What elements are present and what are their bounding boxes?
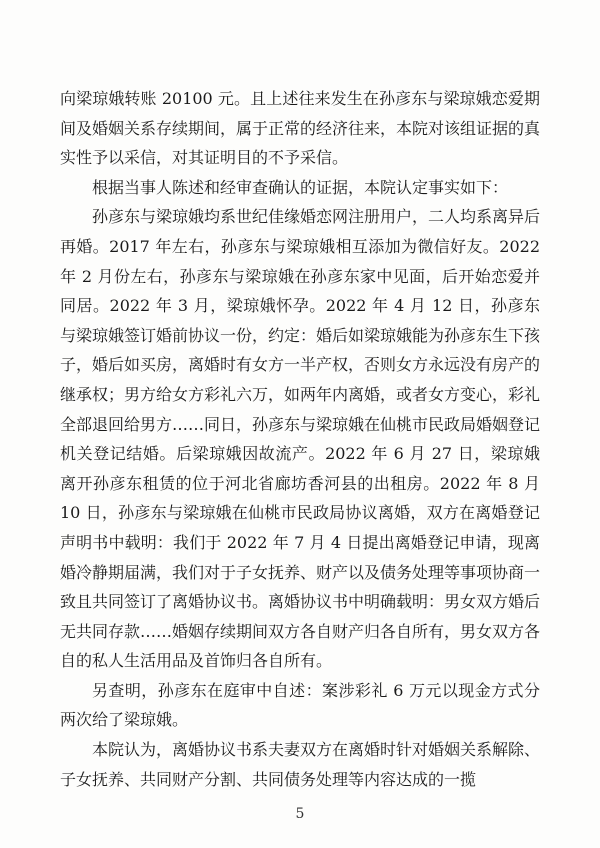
page-number: 5 [295, 806, 305, 822]
paragraph-evidence-conclusion: 向梁琼娥转账 20100 元。且上述往来发生在孙彦东与梁琼娥恋爱期间及婚姻关系存续期间，属于正常的经济往来，本院对该组证据的真实性予以采信，对其证明目的不予采信。 [60, 89, 541, 168]
paragraph-further-findings: 另查明，孙彦东在庭审中自述：案涉彩礼 6 万元以现金方式分两次给了梁琼娥。 [60, 680, 540, 730]
paragraph-facts-intro: 根据当事人陈述和经审查确认的证据，本院认定事实如下： [92, 177, 509, 197]
paragraph-facts: 孙彦东与梁琼娥均系世纪佳缘婚恋网注册用户，二人均系离异后再婚。2017 年左右，孙彦东与梁琼娥相互添加为微信好友。2022 年 2 月份左右，孙彦东与梁琼娥在孙彦东家中见面，后开始恋爱并同居。2022 年 3 月，梁琼娥怀孕。2022 年 4 月 12 日，孙彦东与梁琼娥签订婚前协议一份，约定：婚后如梁琼娥能为孙彦东生下孩子，婚后如买房，离婚时有女方一半产权，否则女方永远没有房产的继承权；男方给女方彩礼六万，如两年内离婚，或者女方变心，彩礼全部退回给男方……同日，孙彦东与梁琼娥在仙桃市民政局婚姻登记机关登记结婚。后梁琼娥因故流产。2022 年 6 月 27 日，梁琼娥离开孙彦东租赁的位于河北省廊坊香河县的出租房。2022 年 8 月 10 日，孙彦东与梁琼娥在仙桃市民政局协议离婚，双方在离婚登记声明书中载明：我们于 2022 年 7 月 4 日提出离婚登记申请，现离婚冷静期届满，我们对于子女抚养、财产以及债务处理等事项协商一致且共同签订了离婚协议书。离婚协议书中明确载明：男女双方婚后无共同存款……婚姻存续期间双方各自财产归各自所有，男女双方各自的私人生活用品及首饰归各自所有。 [60, 207, 541, 671]
document-body [60, 84, 540, 794]
paragraph-court-opinion: 本院认为，离婚协议书系夫妻双方在离婚时针对婚姻关系解除、子女抚养、共同财产分割、共同债务处理等内容达成的一揽 [60, 740, 541, 789]
